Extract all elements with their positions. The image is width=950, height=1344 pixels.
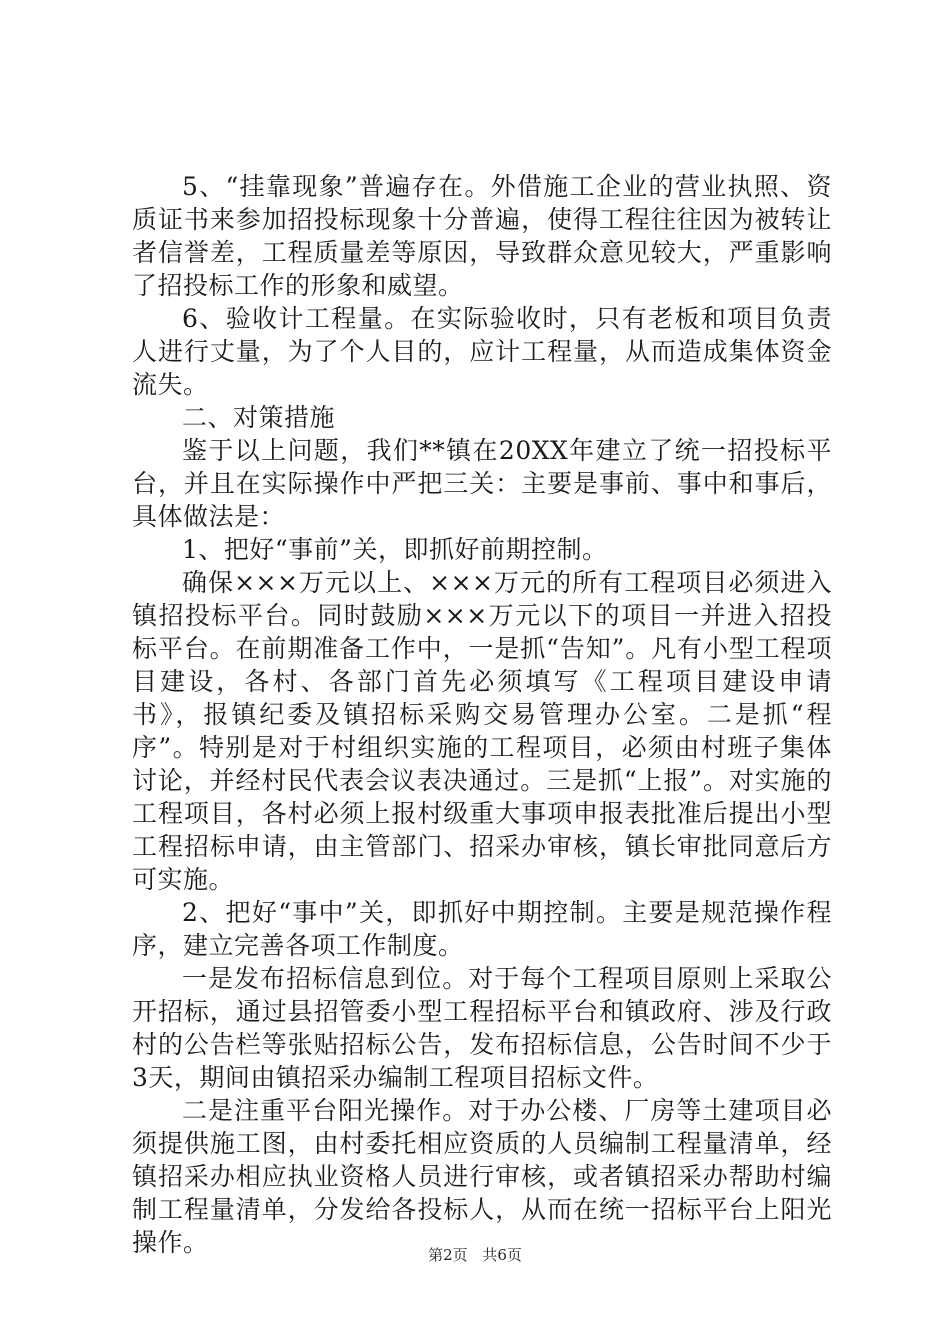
page-footer [0,1244,950,1265]
paragraph-platform-operation: 二是注重平台阳光操作。对于办公楼、厂房等土建项目必须提供施工图，由村委托相应资质的人员编制工程量清单，经镇招采办相应执业资格人员进行审核，或者镇招采办帮助村编制工程量清单，分发给各投标人，从而在统一招标平台上阳光操作。 [132,1096,832,1257]
paragraph-pre-control-detail: 确保×××万元以上、×××万元的所有工程项目必须进入镇招投标平台。同时鼓励×××万元以下的项目一并进入招投标平台。在前期准备工作中，一是抓“告知”。凡有小型工程项目建设，各村、各部门首先必须填写《工程项目建设申请书》，报镇纪委及镇招标采购交易管理办公室。二是抓“程序”。特别是对于村组织实施的工程项目，必须由村班子集体讨论，并经村民代表会议表决通过。三是抓“上报”。对实施的工程项目，各村必须上报村级重大事项申报表批准后提出小型工程招标申请，由主管部门、招采办审核，镇长审批同意后方可实施。 [132,568,832,894]
subheading-mid-control: 2、把好“事中”关，即抓好中期控制。主要是规范操作程序，建立完善各项工作制度。 [132,898,832,960]
page-total: 共6页 [482,1246,522,1264]
document-body [132,170,832,1259]
subheading-pre-control: 1、把好“事前”关，即抓好前期控制。 [182,535,608,564]
page-number: 第2页 [428,1246,468,1264]
paragraph-item-5-affiliation: 5、“挂靠现象”普遍存在。外借施工企业的营业执照、资质证书来参加招投标现象十分普遍，使得工程往往因为被转让者信誉差，工程质量差等原因，导致群众意见较大，严重影响了招投标工作的形象和威望。 [132,172,832,300]
paragraph-publish-info: 一是发布招标信息到位。对于每个工程项目原则上采取公开招标，通过县招管委小型工程招标平台和镇政府、涉及行政村的公告栏等张贴招标公告，发布招标信息，公告时间不少于3天，期间由镇招采办编制工程项目招标文件。 [132,964,832,1092]
section-heading-countermeasures: 二、对策措施 [182,403,336,432]
paragraph-item-6-acceptance: 6、验收计工程量。在实际验收时，只有老板和项目负责人进行丈量，为了个人目的，应计工程量，从而造成集体资金流失。 [132,304,832,399]
paragraph-intro: 鉴于以上问题，我们**镇在20XX年建立了统一招投标平台，并且在实际操作中严把三关：主要是事前、事中和事后，具体做法是： [132,436,832,531]
